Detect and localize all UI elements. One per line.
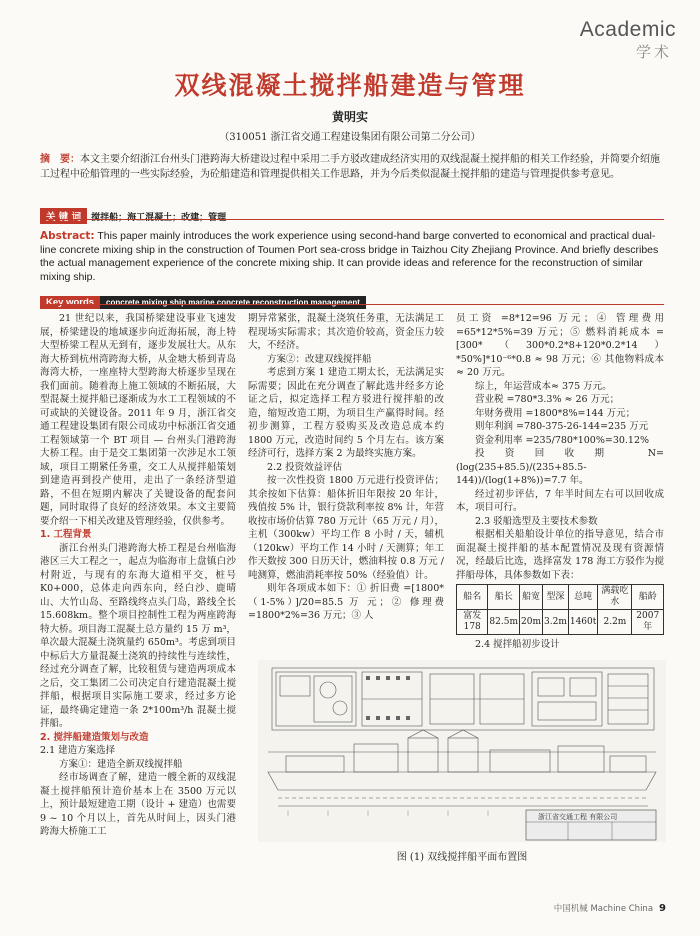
section-heading: 1. 工程背景	[40, 529, 92, 540]
ship-plan-drawing	[258, 660, 666, 842]
paragraph: 21 世纪以来，我国桥梁建设事业飞速发展，桥梁建设的地域逐步向近海拓展，海上特大型桥梁工程从无到有，逐步发展壮大。从东海大桥到杭州湾跨海大桥，从金塘大桥到青岛海湾大桥，一座座特大型跨海大桥逐步呈现在我们面前。随着海上施工领域的不断拓展，大型混凝土搅拌船已逐渐成为水工工程领域的不可或缺的关键设备。2011 年 9 月，浙江省交通工程建设集团有限公司成功中标浙江省交通工程领域第一个 BT 项目 — 台州头门港跨海大桥工程。由于是交工集团第一次涉足水工领域，项目工期紧任务重，交工人从搅拌船策划到建造再到投产使用，走出了一条经济型道路，不但在短期内解决了关键设备的配套问题，同时取得了良好的经济效果。本文主要简要介绍一下相关改建及管理经验，仅供参考。	[40, 313, 236, 527]
paragraph: 年财务费用 =1800*8%=144 万元；	[475, 407, 636, 419]
paragraph: 投资回收期 N=(log(235+85.5)/(235+85.5-144))/(log(1+8%))=7.7 年。	[456, 448, 664, 486]
table-header-cell: 船名	[457, 585, 488, 610]
abstract-zh-text: 本文主要介绍浙江台州头门港跨海大桥建设过程中采用二手方驳改建成经济实用的双线混凝土搅拌船的相关工作经验，并简要介绍施工过程中砼船管理的一些实际经验，为砼船建造和管理提供相关工作思路，并为今后类似混凝土搅拌船的建造与管理提供参考意见。	[40, 154, 660, 180]
paragraph: 则年利润 =780-375-26-144=235 万元	[475, 421, 649, 432]
paragraph: 根据相关船舶设计单位的指导意见，结合市面混凝土搅拌船的基本配置情况及现有资源情况，经最后比选，选择富发 178 海工方驳作为搅拌船母体，具体参数如下表：	[456, 529, 664, 581]
subsection-heading: 2.2 投资效益评估	[267, 461, 343, 473]
abstract-en-text: This paper mainly introduces the work experience using second-hand barge converted to economical and practical dual-line concrete mixing ship in the construction of Toumen Port sea-cross bridge in Taizhou City Zhejiang Province. And briefly describes the actual management experience of the concrete mixing ship. It can provide ideas and reference for the reconstruction of similar mixing ship.	[40, 230, 659, 283]
ship-parameters-table	[456, 584, 664, 635]
paragraph: 方案①：建造全新双线搅拌船	[59, 758, 183, 770]
table-cell: 3.2m	[543, 610, 569, 635]
figure-caption: 图 (1) 双线搅拌船平面布置图	[396, 852, 528, 863]
ship-plan-figure	[258, 660, 666, 842]
page-number: 9	[659, 903, 666, 914]
paragraph: 经过初步评估，7 年半时间左右可以回收成本，项目可行。	[456, 488, 664, 513]
corner-label-en: Academic	[579, 18, 676, 41]
keywords-zh-divider	[40, 219, 664, 220]
paragraph: 营业税 =780*3.3% ≈ 26 万元；	[475, 394, 620, 405]
abstract-en	[40, 230, 664, 284]
paragraph: 资金利用率 =235/780*100%=30.12%	[475, 434, 650, 446]
keywords-en-text: concrete mixing ship marine concrete reconstruction management	[100, 296, 366, 309]
journal-name: 中国机械 Machine China	[553, 904, 654, 914]
paragraph: 期异常紧张，混凝土浇筑任务重，无法满足工程现场实际需求；其次造价较高，资金压力较大，不经济。	[248, 313, 444, 351]
abstract-en-label: Abstract:	[40, 230, 95, 242]
subsection-heading: 2.1 建造方案选择	[40, 745, 116, 756]
keywords-zh-row	[40, 205, 664, 223]
paragraph: 则年各项成本如下：① 折旧费 =[1800*（1-5%）]/20=85.5 万 元；② 修理费 =1800*2%=36 万元；③ 人	[248, 583, 444, 621]
keywords-en-divider	[40, 304, 664, 305]
table-cell: 富发178	[457, 610, 488, 635]
subsection-heading: 2.3 驳船选型及主要技术参数	[475, 515, 598, 527]
corner-label-zh: 学术	[635, 43, 672, 61]
table-cell: 2007年	[632, 610, 664, 635]
table-cell: 20m	[520, 610, 543, 635]
table-header-row	[457, 585, 664, 610]
keywords-en-row	[40, 290, 664, 308]
table-header-cell: 船长	[488, 585, 520, 610]
table-header-cell: 型深	[543, 585, 569, 610]
paragraph: 浙江台州头门港跨海大桥工程是台州临海港区三大工程之一，起点为临海市上盘镇白沙村附近，与现有的东海大道相平交，桩号 K0+000，总体走向西东向，经白沙、鹿晴山、大竹山岛、至路线终点头门岛，路线全长 15.608km。整个项目控制性工程为两座跨海特大桥。项目海工混凝土总方量约 15 万 m³，单次最大混凝土浇筑量约 650m³。考虑到项目中标后大方量混凝土浇筑的持续性与连续性，经过充分调查了解，比较租赁与建造两项成本之后，交工集团二公司决定自行建造混凝土搅拌船，根据项目实际施工要求，经过多方论证，最终确定建造一条 2*100m³/h 混凝土搅拌船。	[40, 542, 236, 729]
paragraph: 员工资 =8*12=96 万元；④ 管理费用 =65*12*5%=39 万元；⑤ 燃料消耗成本 =[300*（300*0.2*8+120*0.2*14）*50%]*10⁻⁶*0.8 ≈ 98 万元；⑥ 其他物料成本≈ 20 万元。	[456, 313, 664, 378]
keywords-zh-text: 搅拌船；海工混凝土；改建；管理	[91, 213, 227, 223]
table-header-cell: 总吨	[568, 585, 598, 610]
subsection-heading: 2.4 搅拌船初步设计	[475, 639, 560, 650]
article-author: 黄明实	[331, 110, 368, 124]
abstract-zh-label: 摘 要：	[40, 154, 80, 165]
paragraph: 按一次性投资 1800 万元进行投资评估；其余按如下估算：船体折旧年限按 20 年计，残值按 5% 计，银行贷款利率按 8% 计，年营收按市场价估算 780 万元计（65 万元 / 月），主机（300kw）平均工作 8 小时 / 天，辅机（120kw）平均工作 14 小时 / 天测算；年工作天数按 300 日历天计，燃油料按 0.8 万元 / 吨测算，燃油消耗率按 50%（经验值）计。	[248, 475, 444, 581]
paragraph: 方案②：改建双线搅拌船	[267, 353, 372, 365]
table-cell: 82.5m	[488, 610, 520, 635]
article-title: 双线混凝土搅拌船建造与管理	[174, 71, 526, 100]
section-heading: 2. 搅拌船建造策划与改造	[40, 731, 149, 743]
keywords-zh-label: 关 键 词	[40, 208, 87, 224]
table-cell: 2.2m	[598, 610, 632, 635]
paragraph: 考虑到方案 1 建造工期太长，无法满足实际需要；因此在充分调查了解此选井经多方论证之后，拟定选择工程方驳进行搅拌船的改造，缩短改造工期，为项目生产赢得时间。经初步测算，工程方驳购买及改造总成本约 1800 万元，改造时间约 5 个月左右。该方案经济可行，选择方案 2 为最终实施方案。	[248, 367, 444, 459]
title-block-text: 浙江省交通工程 有限公司	[538, 813, 618, 821]
body-column-2	[248, 312, 444, 623]
abstract-zh	[40, 153, 664, 182]
keywords-en-label: Key words	[40, 296, 100, 309]
body-column-3	[456, 312, 664, 652]
table-header-cell: 船宽	[520, 585, 543, 610]
body-column-1	[40, 312, 236, 839]
table-header-cell: 船龄	[632, 585, 664, 610]
page-footer	[470, 902, 666, 914]
paragraph: 综上，年运营成本≈ 375 万元。	[475, 380, 612, 392]
paragraph: 经市场调查了解，建造一艘全新的双线混凝土搅拌船预计造价基本上在 3500 万元以上，预计最短建造工期（设计 + 建造）也需要 9 ~ 10 个月以上，首先从时间上，因头门港跨海大桥施工工	[40, 772, 236, 837]
article-affiliation: （310051 浙江省交通工程建设集团有限公司第二分公司）	[219, 132, 481, 143]
table-header-cell: 满载吃水	[598, 585, 632, 610]
table-cell: 1460t	[568, 610, 598, 635]
table-row	[457, 610, 664, 635]
